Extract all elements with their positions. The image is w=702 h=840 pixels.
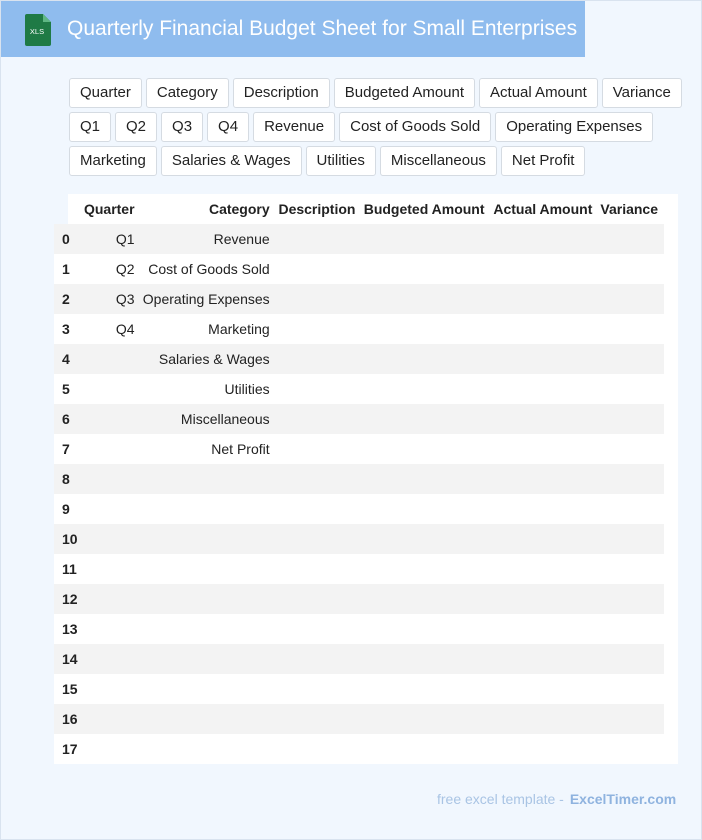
table-row <box>54 554 664 584</box>
row-index-cell: 17 <box>54 734 78 764</box>
row-index-cell: 14 <box>54 644 78 674</box>
table-cell[interactable] <box>491 434 599 464</box>
table-cell[interactable] <box>491 314 599 344</box>
table-cell[interactable] <box>598 224 664 254</box>
table-cell[interactable]: Revenue <box>141 224 276 254</box>
row-index-cell: 2 <box>54 284 78 314</box>
table-cell[interactable] <box>276 554 362 584</box>
chip-row <box>69 78 689 108</box>
table-row <box>54 674 664 704</box>
table-row <box>54 254 664 284</box>
table-cell[interactable]: Cost of Goods Sold <box>141 254 276 284</box>
table-cell[interactable] <box>78 674 141 704</box>
table-cell[interactable] <box>598 584 664 614</box>
table-cell[interactable] <box>276 584 362 614</box>
table-cell[interactable] <box>491 284 599 314</box>
table-cell[interactable] <box>141 494 276 524</box>
table-row <box>54 404 664 434</box>
tag-chip[interactable]: Q3 <box>161 112 203 142</box>
row-index-cell: 13 <box>54 614 78 644</box>
table-cell[interactable]: Q4 <box>78 314 141 344</box>
table-cell[interactable] <box>141 554 276 584</box>
spreadsheet-preview <box>62 194 678 764</box>
row-index-cell: 1 <box>54 254 78 284</box>
table-cell[interactable] <box>78 584 141 614</box>
chip-row <box>69 146 689 176</box>
table-cell[interactable]: Salaries & Wages <box>141 344 276 374</box>
tag-chip[interactable]: Net Profit <box>501 146 586 176</box>
table-cell[interactable] <box>141 644 276 674</box>
table-cell[interactable] <box>491 524 599 554</box>
budget-table <box>54 194 664 764</box>
brand-link[interactable]: ExcelTimer.com <box>569 791 677 807</box>
table-row <box>54 494 664 524</box>
table-cell[interactable] <box>361 554 490 584</box>
table-row <box>54 464 664 494</box>
table-row <box>54 224 664 254</box>
table-cell[interactable] <box>78 374 141 404</box>
table-cell[interactable]: Miscellaneous <box>141 404 276 434</box>
table-cell[interactable]: Net Profit <box>141 434 276 464</box>
column-header[interactable] <box>54 194 78 224</box>
table-cell[interactable] <box>78 614 141 644</box>
table-cell[interactable] <box>78 494 141 524</box>
row-index-cell: 6 <box>54 404 78 434</box>
table-cell[interactable] <box>141 674 276 704</box>
table-cell[interactable] <box>141 704 276 734</box>
table-cell[interactable] <box>361 734 490 764</box>
tag-chip[interactable]: Utilities <box>306 146 376 176</box>
table-cell[interactable] <box>361 674 490 704</box>
table-cell[interactable] <box>78 344 141 374</box>
table-cell[interactable] <box>78 554 141 584</box>
table-cell[interactable] <box>78 464 141 494</box>
table-cell[interactable] <box>491 374 599 404</box>
table-cell[interactable] <box>598 464 664 494</box>
table-cell[interactable] <box>276 404 362 434</box>
table-cell[interactable] <box>276 254 362 284</box>
table-cell[interactable] <box>361 434 490 464</box>
tag-chip[interactable]: Q2 <box>115 112 157 142</box>
tag-chip[interactable]: Salaries & Wages <box>161 146 302 176</box>
table-cell[interactable] <box>491 554 599 584</box>
table-cell[interactable] <box>276 374 362 404</box>
table-cell[interactable] <box>598 374 664 404</box>
table-cell[interactable] <box>361 584 490 614</box>
table-cell[interactable] <box>78 644 141 674</box>
table-row <box>54 434 664 464</box>
table-cell[interactable] <box>361 344 490 374</box>
table-cell[interactable]: Operating Expenses <box>141 284 276 314</box>
table-cell[interactable] <box>276 674 362 704</box>
table-cell[interactable] <box>491 734 599 764</box>
tag-chip[interactable]: Revenue <box>253 112 335 142</box>
table-cell[interactable] <box>491 674 599 704</box>
table-cell[interactable] <box>598 314 664 344</box>
table-cell[interactable] <box>491 224 599 254</box>
table-cell[interactable] <box>276 704 362 734</box>
table-cell[interactable]: Utilities <box>141 374 276 404</box>
table-cell[interactable] <box>276 344 362 374</box>
table-cell[interactable] <box>598 614 664 644</box>
table-cell[interactable] <box>361 284 490 314</box>
column-header[interactable]: Quarter <box>83 201 135 217</box>
row-index-cell: 5 <box>54 374 78 404</box>
tag-chip[interactable]: Operating Expenses <box>495 112 653 142</box>
table-cell[interactable]: Q2 <box>78 254 141 284</box>
row-index-cell: 16 <box>54 704 78 734</box>
table-cell[interactable] <box>276 734 362 764</box>
table-cell[interactable]: Q3 <box>78 284 141 314</box>
table-cell[interactable] <box>361 404 490 434</box>
table-cell[interactable] <box>598 434 664 464</box>
table-cell[interactable] <box>276 434 362 464</box>
table-cell[interactable] <box>491 584 599 614</box>
table-cell[interactable] <box>361 524 490 554</box>
tag-chip[interactable]: Variance <box>602 78 682 108</box>
table-cell[interactable] <box>276 524 362 554</box>
table-cell[interactable] <box>491 464 599 494</box>
table-cell[interactable] <box>598 554 664 584</box>
table-cell[interactable] <box>598 404 664 434</box>
column-header[interactable]: Actual Amount <box>493 201 593 217</box>
row-index-cell: 0 <box>54 224 78 254</box>
table-cell[interactable] <box>598 644 664 674</box>
table-cell[interactable] <box>78 704 141 734</box>
tag-chip[interactable]: Miscellaneous <box>380 146 497 176</box>
table-cell[interactable] <box>491 644 599 674</box>
title-bar <box>1 1 585 57</box>
column-tag-list <box>69 78 689 180</box>
table-cell[interactable] <box>598 344 664 374</box>
row-index-cell: 15 <box>54 674 78 704</box>
table-cell[interactable] <box>78 404 141 434</box>
row-index-cell: 7 <box>54 434 78 464</box>
table-cell[interactable] <box>598 254 664 284</box>
column-header[interactable]: Budgeted Amount <box>363 201 485 217</box>
tag-chip[interactable]: Quarter <box>69 78 142 108</box>
row-index-cell: 4 <box>54 344 78 374</box>
svg-text:XLS: XLS <box>29 27 45 36</box>
table-cell[interactable] <box>491 614 599 644</box>
tag-chip[interactable]: Marketing <box>69 146 157 176</box>
table-cell[interactable] <box>276 614 362 644</box>
table-cell[interactable] <box>361 704 490 734</box>
table-cell[interactable] <box>141 524 276 554</box>
table-cell[interactable] <box>141 584 276 614</box>
table-cell[interactable] <box>491 254 599 284</box>
table-row <box>54 284 664 314</box>
table-cell[interactable] <box>78 434 141 464</box>
table-cell[interactable] <box>598 284 664 314</box>
tag-chip[interactable]: Category <box>146 78 229 108</box>
tag-chip[interactable]: Q1 <box>69 112 111 142</box>
table-cell[interactable] <box>276 224 362 254</box>
table-cell[interactable]: Marketing <box>141 314 276 344</box>
column-header[interactable]: Category <box>208 201 270 217</box>
page-title: Quarterly Financial Budget Sheet for Small Enterprises <box>67 17 578 40</box>
table-row <box>54 314 664 344</box>
table-cell[interactable] <box>276 464 362 494</box>
table-cell[interactable] <box>598 704 664 734</box>
table-cell[interactable] <box>141 464 276 494</box>
table-cell[interactable] <box>276 494 362 524</box>
table-cell[interactable] <box>361 374 490 404</box>
table-cell[interactable] <box>361 614 490 644</box>
tag-chip[interactable]: Description <box>233 78 330 108</box>
table-row <box>54 614 664 644</box>
table-cell[interactable] <box>276 314 362 344</box>
table-cell[interactable] <box>276 644 362 674</box>
table-cell[interactable] <box>598 674 664 704</box>
row-index-cell: 12 <box>54 584 78 614</box>
row-index-cell: 3 <box>54 314 78 344</box>
row-index-cell: 8 <box>54 464 78 494</box>
table-cell[interactable] <box>78 734 141 764</box>
tag-chip[interactable]: Actual Amount <box>479 78 598 108</box>
table-row <box>54 344 664 374</box>
row-index-cell: 11 <box>54 554 78 584</box>
table-header-row <box>54 194 664 224</box>
table-cell[interactable] <box>598 524 664 554</box>
table-cell[interactable] <box>361 644 490 674</box>
table-row <box>54 704 664 734</box>
table-cell[interactable] <box>361 314 490 344</box>
footer <box>437 791 676 807</box>
table-cell[interactable] <box>276 284 362 314</box>
table-row <box>54 644 664 674</box>
table-row <box>54 584 664 614</box>
table-cell[interactable] <box>141 734 276 764</box>
tag-chip[interactable]: Budgeted Amount <box>334 78 475 108</box>
table-cell[interactable] <box>491 494 599 524</box>
table-cell[interactable] <box>598 494 664 524</box>
tag-chip[interactable]: Cost of Goods Sold <box>339 112 491 142</box>
table-cell[interactable] <box>361 224 490 254</box>
chip-row <box>69 112 689 142</box>
row-index-cell: 9 <box>54 494 78 524</box>
excel-file-icon <box>24 14 52 46</box>
table-cell[interactable] <box>491 344 599 374</box>
table-row <box>54 374 664 404</box>
footer-text: free excel template - <box>437 791 564 807</box>
table-cell[interactable]: Q1 <box>78 224 141 254</box>
tag-chip[interactable]: Q4 <box>207 112 249 142</box>
table-cell[interactable] <box>361 254 490 284</box>
table-cell[interactable] <box>598 734 664 764</box>
row-index-cell: 10 <box>54 524 78 554</box>
table-cell[interactable] <box>141 614 276 644</box>
table-cell[interactable] <box>78 524 141 554</box>
table-cell[interactable] <box>491 404 599 434</box>
table-cell[interactable] <box>361 494 490 524</box>
table-cell[interactable] <box>491 704 599 734</box>
column-header[interactable]: Variance <box>600 201 658 217</box>
column-header[interactable]: Description <box>278 201 356 217</box>
table-cell[interactable] <box>361 464 490 494</box>
table-row <box>54 524 664 554</box>
table-row <box>54 734 664 764</box>
